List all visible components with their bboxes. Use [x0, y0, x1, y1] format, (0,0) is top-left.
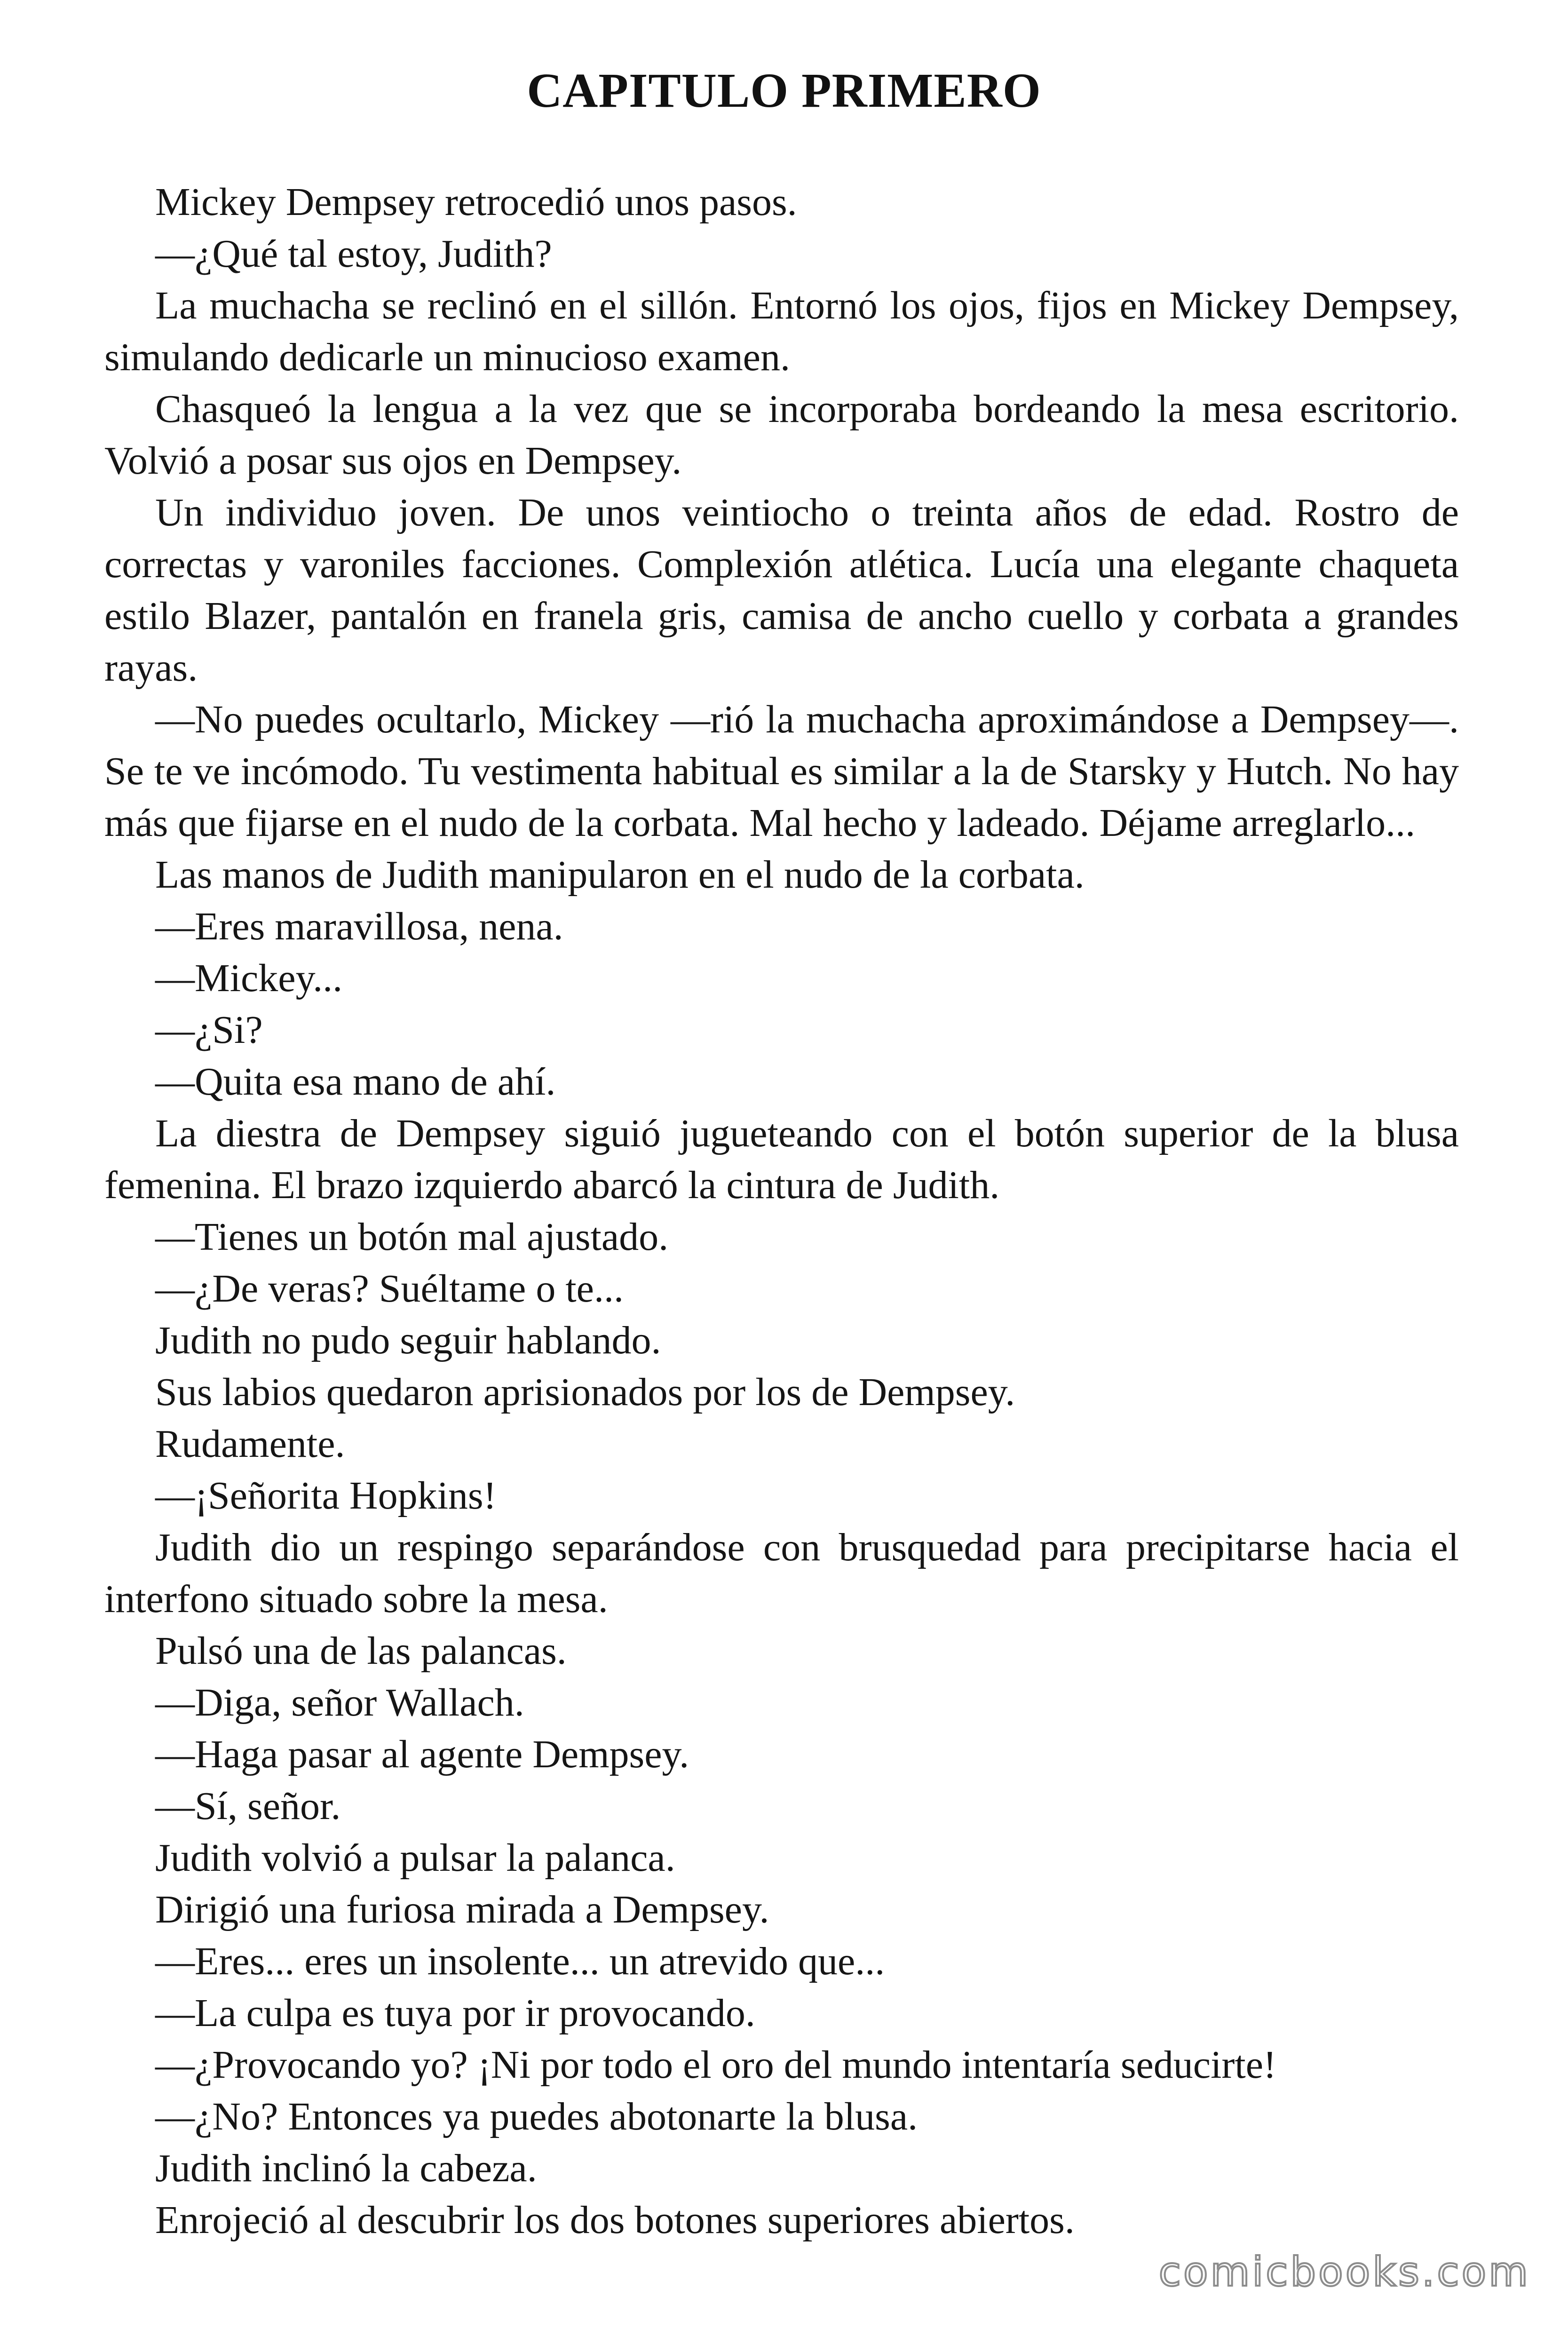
paragraph: Las manos de Judith manipularon en el nudo de la corbata.	[155, 853, 1085, 897]
paragraph: —¿Qué tal estoy, Judith?	[155, 232, 552, 276]
paragraph: —¿De veras? Suéltame o te...	[155, 1267, 624, 1311]
paragraph: —Haga pasar al agente Dempsey.	[155, 1732, 689, 1776]
paragraph: Dirigió una furiosa mirada a Dempsey.	[155, 1888, 769, 1931]
chapter-title: CAPITULO PRIMERO	[527, 64, 1041, 118]
paragraph: —Sí, señor.	[155, 1784, 341, 1828]
paragraph: Mickey Dempsey retrocedió unos pasos.	[155, 180, 797, 224]
paragraph: Judith volvió a pulsar la palanca.	[155, 1836, 675, 1880]
paragraph: Judith inclinó la cabeza.	[155, 2146, 537, 2190]
paragraph: —Quita esa mano de ahí.	[155, 1060, 556, 1104]
paragraph: Pulsó una de las palancas.	[155, 1629, 567, 1673]
paragraph: Judith no pudo seguir hablando.	[155, 1319, 661, 1362]
paragraph: Enrojeció al descubrir los dos botones superiores abiertos.	[155, 2198, 1075, 2242]
paragraph: Un individuo joven. De unos veintiocho o treinta años de edad. Rostro de correctas y varoniles facciones. Complexión atlética. Lucía una elegante chaqueta estilo Blazer, pantalón en franela gris, camisa de ancho cuello y corbata a grandes rayas.	[104, 491, 1459, 690]
paragraph: La diestra de Dempsey siguió jugueteando con el botón superior de la blusa femenina. El brazo izquierdo abarcó la cintura de Judith.	[104, 1112, 1459, 1207]
paragraph: Rudamente.	[155, 1422, 345, 1466]
paragraph: —No puedes ocultarlo, Mickey —rió la muchacha aproximándose a Dempsey—. Se te ve incómodo. Tu vestimenta habitual es similar a la de Starsky y Hutch. No hay más que fijarse en el nudo de la corbata. Mal hecho y ladeado. Déjame arreglarlo...	[104, 698, 1459, 845]
paragraph: —Mickey...	[155, 956, 343, 1000]
paragraph: —Tienes un botón mal ajustado.	[155, 1215, 669, 1259]
paragraph: —Eres maravillosa, nena.	[155, 905, 563, 948]
paragraph: —Diga, señor Wallach.	[155, 1681, 524, 1724]
paragraph: —Eres... eres un insolente... un atrevido que...	[155, 1939, 885, 1983]
paragraph: —¿Provocando yo? ¡Ni por todo el oro del mundo intentaría seducirte!	[155, 2043, 1276, 2087]
paragraph: Chasqueó la lengua a la vez que se incorporaba bordeando la mesa escritorio. Volvió a posar sus ojos en Dempsey.	[104, 387, 1459, 483]
paragraph: Sus labios quedaron aprisionados por los de Dempsey.	[155, 1370, 1015, 1414]
paragraph: —¡Señorita Hopkins!	[155, 1474, 497, 1518]
watermark-text: comicbooks.com	[1158, 2249, 1530, 2296]
paragraph: Judith dio un respingo separándose con brusquedad para precipitarse hacia el interfono situado sobre la mesa.	[104, 1526, 1459, 1621]
paragraph: La muchacha se reclinó en el sillón. Entornó los ojos, fijos en Mickey Dempsey, simulando dedicarle un minucioso examen.	[104, 284, 1459, 379]
chapter-text	[104, 176, 1459, 2246]
paragraph: —¿Si?	[155, 1008, 263, 1052]
paragraph: —La culpa es tuya por ir provocando.	[155, 1991, 755, 2035]
paragraph: —¿No? Entonces ya puedes abotonarte la blusa.	[155, 2095, 918, 2138]
